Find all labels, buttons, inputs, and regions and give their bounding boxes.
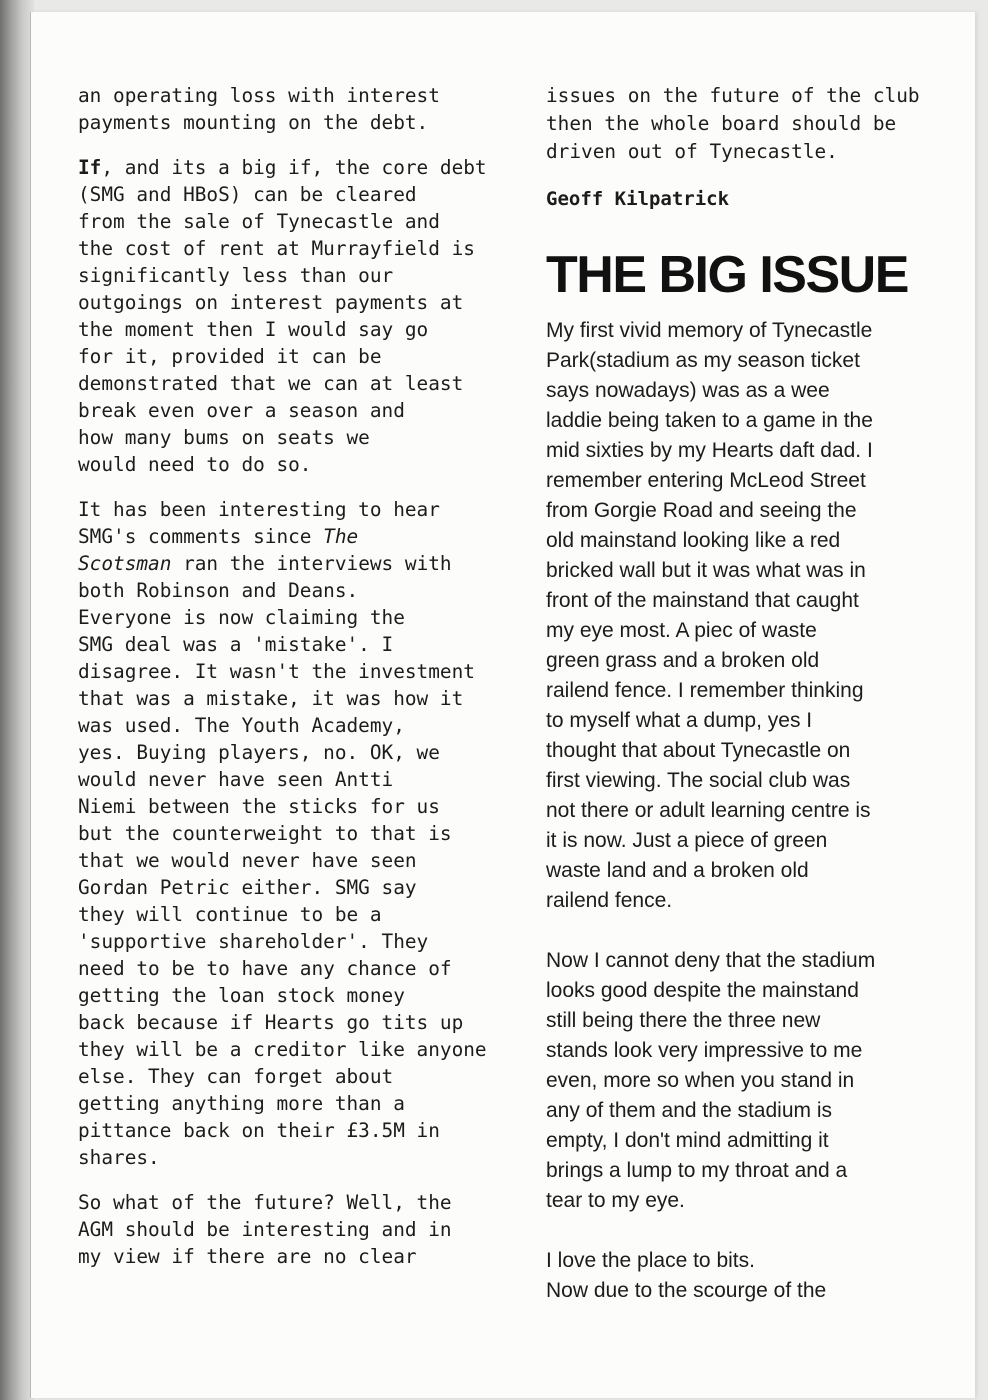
text-line: 'supportive shareholder'. They: [78, 930, 429, 953]
text-line: the moment then I would say go: [78, 318, 429, 341]
right-column: [546, 82, 942, 1306]
text-line: remember entering McLeod Street: [546, 469, 866, 492]
text-line: would never have seen Antti: [78, 768, 394, 791]
text-line: but the counterweight to that is: [78, 822, 452, 845]
text-line: My first vivid memory of Tynecastle: [546, 319, 873, 342]
text-line: looks good despite the mainstand: [546, 979, 859, 1002]
left-column: [78, 82, 487, 1270]
text-line: issues on the future of the club: [546, 84, 920, 107]
text-line: getting the loan stock money: [78, 984, 405, 1007]
text-line: was used. The Youth Academy,: [78, 714, 405, 737]
newspaper-title: The: [323, 525, 359, 548]
text-line: else. They can forget about: [78, 1065, 394, 1088]
text-line: payments mounting on the debt.: [78, 111, 429, 134]
text-line: Park(stadium as my season ticket: [546, 349, 860, 372]
text-line: disagree. It wasn't the investment: [78, 660, 475, 683]
paragraph-smg-comments: [78, 496, 487, 1171]
text-line: from the sale of Tynecastle and: [78, 210, 440, 233]
text-line: laddie being taken to a game in the: [546, 409, 873, 432]
text-line: back because if Hearts go tits up: [78, 1011, 464, 1034]
newspaper-title: Scotsman: [78, 552, 172, 575]
text-line: I love the place to bits.: [546, 1249, 755, 1272]
text-line: not there or adult learning centre is: [546, 799, 871, 822]
text-line: railend fence.: [546, 889, 673, 912]
text-line: front of the mainstand that caught: [546, 589, 859, 612]
paragraph-future: [78, 1189, 478, 1270]
text-line: stands look very impressive to me: [546, 1039, 863, 1062]
paragraph-first-memory: [546, 316, 942, 916]
paragraph-stadium-now: [546, 946, 942, 1216]
text-line: tear to my eye.: [546, 1189, 685, 1212]
text-line: shares.: [78, 1146, 160, 1169]
text-line: how many bums on seats we: [78, 426, 370, 449]
text-line: significantly less than our: [78, 264, 394, 287]
paragraph-love-the-place: [546, 1246, 942, 1306]
author-byline: Geoff Kilpatrick: [546, 188, 730, 210]
text-line: waste land and a broken old: [546, 859, 809, 882]
text-line: Now I cannot deny that the stadium: [546, 949, 876, 972]
text-line: empty, I don't mind admitting it: [546, 1129, 829, 1152]
text-line: Everyone is now claiming the: [78, 606, 405, 629]
text-line: Gordan Petric either. SMG say: [78, 876, 417, 899]
text-line: (SMG and HBoS) can be cleared: [78, 183, 417, 206]
text-line: need to be to have any chance of: [78, 957, 452, 980]
text-line: driven out of Tynecastle.: [546, 140, 838, 163]
emphasis-if: If: [78, 156, 102, 179]
text-line: , and its a big if, the core debt: [101, 156, 487, 179]
text-line: thought that about Tynecastle on: [546, 739, 851, 762]
paragraph-operating-loss: [78, 82, 478, 136]
article-headline: THE BIG ISSUE: [546, 246, 908, 304]
text-line: it is now. Just a piece of green: [546, 829, 828, 852]
text-line: for it, provided it can be: [78, 345, 382, 368]
text-line: first viewing. The social club was: [546, 769, 851, 792]
binding-shadow: [0, 0, 34, 1400]
text-line: they will be a creditor like anyone: [78, 1038, 487, 1061]
text-line: then the whole board should be: [546, 112, 897, 135]
text-line: yes. Buying players, no. OK, we: [78, 741, 440, 764]
text-line: to myself what a dump, yes I: [546, 709, 813, 732]
text-line: my eye most. A piec of waste: [546, 619, 817, 642]
text-line: bricked wall but it was what was in: [546, 559, 866, 582]
text-line: railend fence. I remember thinking: [546, 679, 864, 702]
paragraph-board: [546, 82, 942, 166]
text-line: ran the interviews with: [171, 552, 452, 575]
text-line: they will continue to be a: [78, 903, 382, 926]
text-line: demonstrated that we can at least: [78, 372, 464, 395]
text-line: both Robinson and Deans.: [78, 579, 359, 602]
text-line: AGM should be interesting and in: [78, 1218, 452, 1241]
text-line: Now due to the scourge of the: [546, 1279, 827, 1302]
text-line: still being there the three new: [546, 1009, 821, 1032]
text-line: would need to do so.: [78, 453, 312, 476]
text-line: any of them and the stadium is: [546, 1099, 832, 1122]
text-line: pittance back on their £3.5M in: [78, 1119, 440, 1142]
text-line: the cost of rent at Murrayfield is: [78, 237, 475, 260]
text-line: old mainstand looking like a red: [546, 529, 841, 552]
text-line: outgoings on interest payments at: [78, 291, 464, 314]
text-line: an operating loss with interest: [78, 84, 440, 107]
text-line: Niemi between the sticks for us: [78, 795, 440, 818]
text-line: SMG's comments since: [78, 525, 324, 548]
text-line: getting anything more than a: [78, 1092, 405, 1115]
text-line: It has been interesting to hear: [78, 498, 440, 521]
text-line: my view if there are no clear: [78, 1245, 417, 1268]
text-line: green grass and a broken old: [546, 649, 820, 672]
text-line: from Gorgie Road and seeing the: [546, 499, 857, 522]
text-line: SMG deal was a 'mistake'. I: [78, 633, 394, 656]
text-line: that was a mistake, it was how it: [78, 687, 464, 710]
text-line: mid sixties by my Hearts daft dad. I: [546, 439, 873, 462]
text-line: brings a lump to my throat and a: [546, 1159, 848, 1182]
text-line: So what of the future? Well, the: [78, 1191, 452, 1214]
text-line: says nowadays) was as a wee: [546, 379, 830, 402]
paragraph-core-debt: [78, 154, 487, 478]
text-line: even, more so when you stand in: [546, 1069, 855, 1092]
text-line: that we would never have seen: [78, 849, 417, 872]
text-line: break even over a season and: [78, 399, 405, 422]
